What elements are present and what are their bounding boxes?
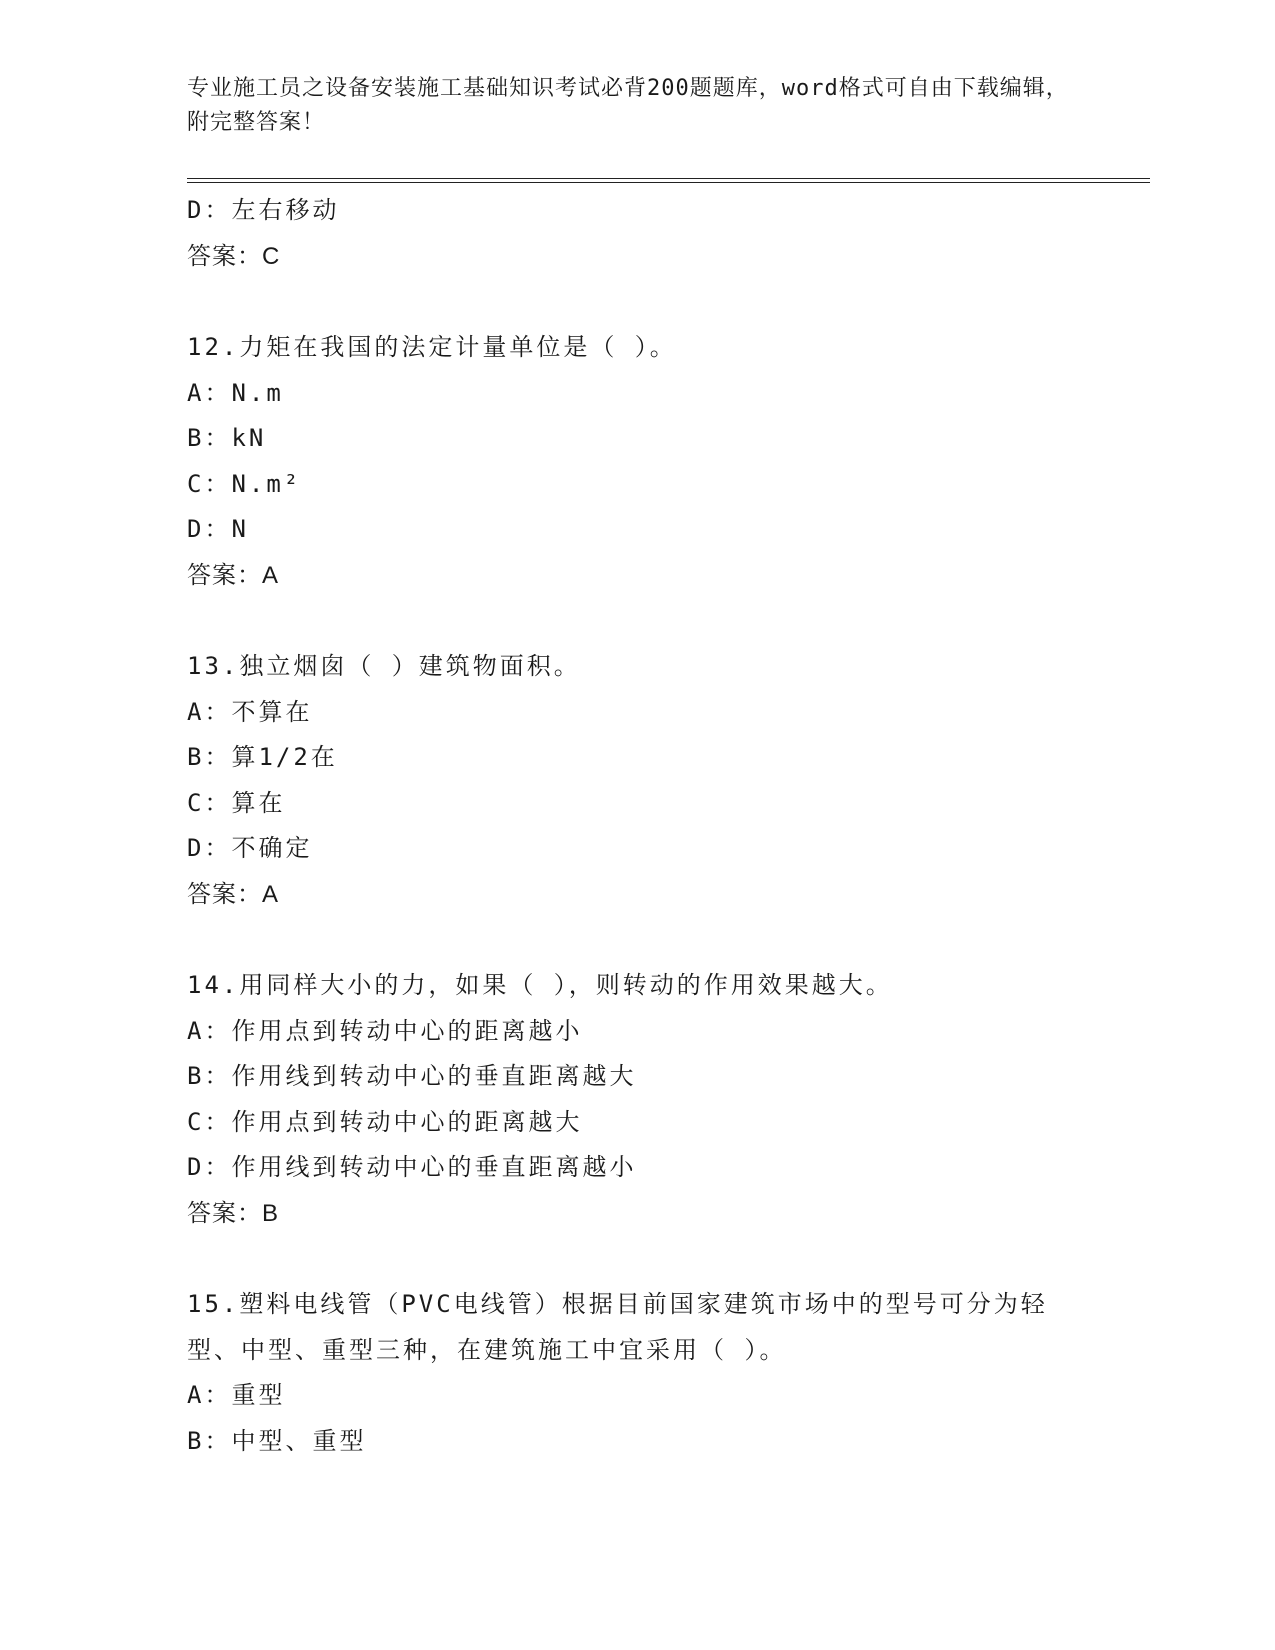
option-d: D：左右移动 [187, 196, 340, 224]
question-14-answer: 答案：B [187, 1199, 280, 1227]
question-13-option-c: C：算在 [187, 788, 286, 817]
page-header-title: 专业施工员之设备安装施工基础知识考试必背200题题库，word格式可自由下载编辑，附完整答案！ [187, 76, 1069, 135]
question-12-option-d: D：N [187, 515, 249, 543]
question-15-option-b: B：中型、重型 [187, 1426, 367, 1455]
question-13-option-d: D：不确定 [187, 834, 313, 862]
question-13-option-a: A：不算在 [187, 697, 313, 726]
question-14-option-b: B：作用线到转动中心的垂直距离越大 [187, 1062, 637, 1090]
question-content [187, 188, 1087, 1464]
question-14-option-a: A：作用点到转动中心的距离越小 [187, 1016, 583, 1045]
question-12-option-a: A：N.m [187, 378, 284, 407]
question-12-stem: 12.力矩在我国的法定计量单位是（ ）。 [187, 333, 677, 361]
question-13-stem: 13.独立烟囱（ ）建筑物面积。 [187, 652, 581, 680]
question-12-option-c: C：N.m² [187, 469, 302, 498]
header-divider-bottom [187, 182, 1150, 183]
question-14-option-c: C：作用点到转动中心的距离越大 [187, 1107, 583, 1136]
question-14-stem: 14.用同样大小的力，如果（ ），则转动的作用效果越大。 [187, 971, 893, 999]
question-13-answer: 答案：A [187, 880, 280, 908]
question-12-answer: 答案：A [187, 561, 280, 589]
question-15-stem: 15.塑料电线管（PVC电线管）根据目前国家建筑市场中的型号可分为轻型、中型、重型三种，在建筑施工中宜采用（ ）。 [187, 1290, 1048, 1364]
question-13-option-b: B：算1/2在 [187, 743, 338, 771]
question-12-option-b: B：kN [187, 424, 267, 452]
question-14-option-d: D：作用线到转动中心的垂直距离越小 [187, 1153, 637, 1181]
header-divider-top [187, 178, 1150, 179]
question-15-option-a: A：重型 [187, 1381, 286, 1409]
answer-line: 答案：C [187, 242, 281, 270]
